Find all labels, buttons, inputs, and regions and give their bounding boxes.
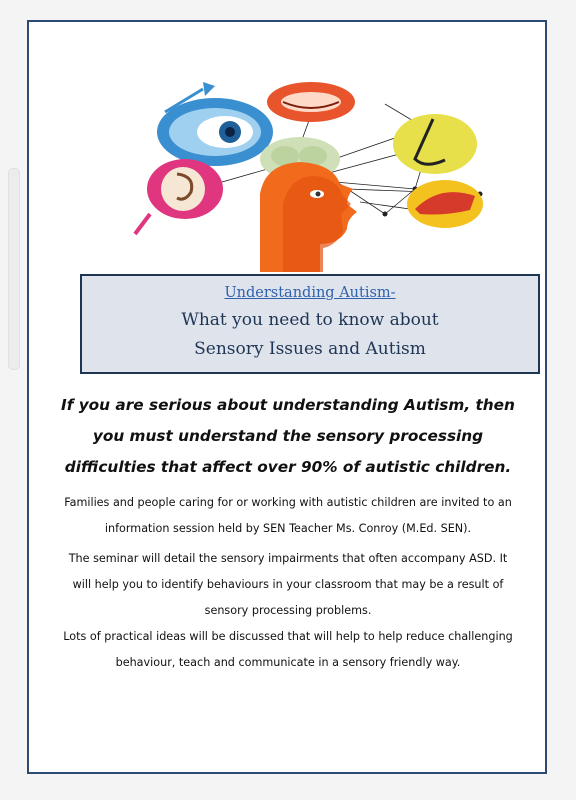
ear-icon xyxy=(135,159,223,234)
title-line-1: What you need to know about xyxy=(181,310,439,330)
title-line-2: Sensory Issues and Autism xyxy=(194,339,426,359)
head-icon xyxy=(260,162,357,272)
sensory-illustration xyxy=(85,64,545,272)
scroll-handle[interactable] xyxy=(8,168,20,370)
mouth-icon xyxy=(267,82,355,122)
lead-statement: If you are serious about understanding Autism, then you must understand the sensory processing difficulties that affect over 90% of autistic children. xyxy=(61,396,515,476)
title-link[interactable]: Understanding Autism- xyxy=(224,285,396,301)
title-banner xyxy=(80,274,540,374)
nose-icon xyxy=(393,114,477,174)
eye-icon xyxy=(157,98,273,166)
paragraph-seminar: The seminar will detail the sensory impairments that often accompany ASD. It will help you to identify behaviours in your classroom that may be a result of sensory processing problems. xyxy=(68,552,508,617)
paragraph-practical: Lots of practical ideas will be discussed that will help to help reduce challenging behaviour, teach and communicate in a sensory friendly way. xyxy=(63,630,513,669)
hand-icon xyxy=(407,180,483,228)
paragraph-invitation: Families and people caring for or working with autistic children are invited to an information session held by SEN Teacher Ms. Conroy (M.Ed. SEN). xyxy=(64,496,512,535)
